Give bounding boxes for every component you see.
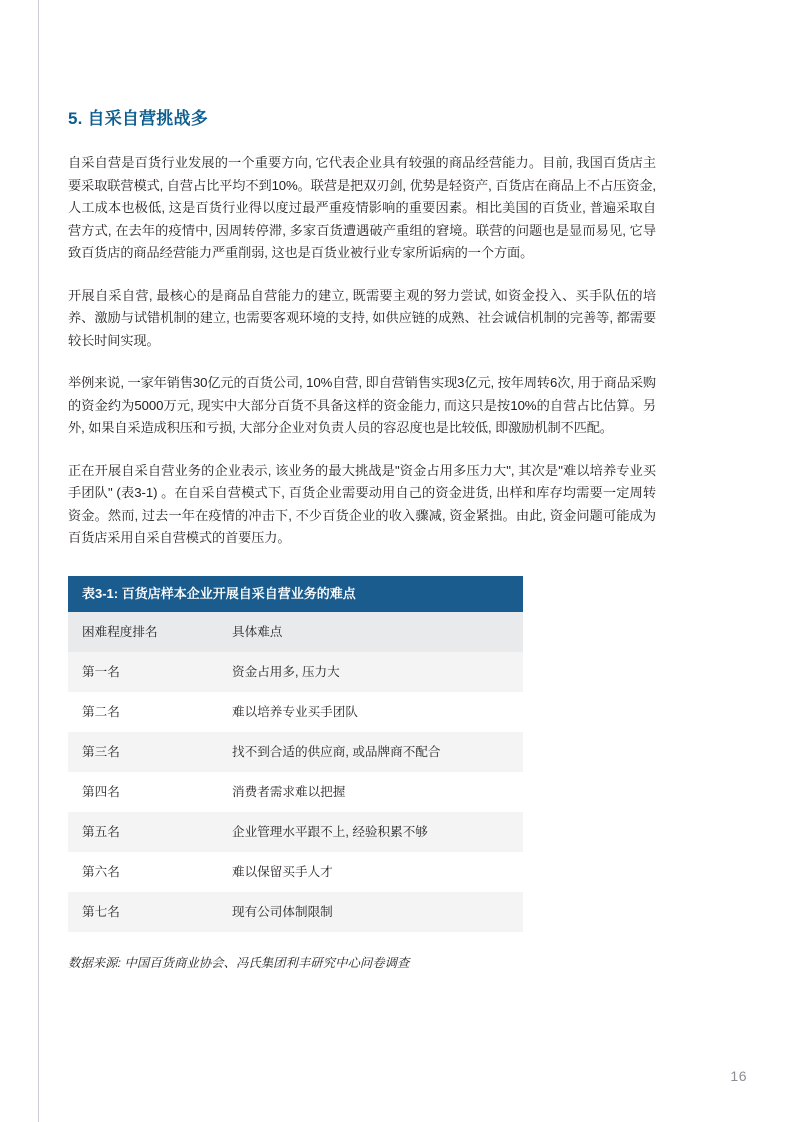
table-header-cell-detail: 具体难点 xyxy=(218,612,523,652)
table-caption: 表3-1: 百货店样本企业开展自采自营业务的难点 xyxy=(68,576,523,612)
body-paragraph-3: 举例来说, 一家年销售30亿元的百货公司, 10%自营, 即自营销售实现3亿元, 按年周转6次, 用于商品采购的资金约为5000万元, 现实中大部分百货不具备这样的资金能力, 而这只是按10%的自营占比估算。另外, 如果自采造成积压和亏损, 大部分企业对负责人员的容忍度也是比较低, 即激励机制不匹配。 xyxy=(68,375,656,435)
table-cell-rank: 第一名 xyxy=(68,652,218,692)
difficulties-table xyxy=(68,612,523,932)
table-row xyxy=(68,652,523,692)
table-row xyxy=(68,852,523,892)
table-cell-detail: 企业管理水平跟不上, 经验积累不够 xyxy=(218,812,523,852)
table-row xyxy=(68,812,523,852)
table-block xyxy=(68,576,523,972)
table-cell-rank: 第七名 xyxy=(68,892,218,932)
table-cell-rank: 第五名 xyxy=(68,812,218,852)
table-cell-rank: 第六名 xyxy=(68,852,218,892)
table-cell-rank: 第四名 xyxy=(68,772,218,812)
table-row xyxy=(68,732,523,772)
table-row xyxy=(68,772,523,812)
page-left-rule xyxy=(38,0,39,1122)
table-row xyxy=(68,692,523,732)
table-cell-detail: 消费者需求难以把握 xyxy=(218,772,523,812)
body-paragraph-2: 开展自采自营, 最核心的是商品自营能力的建立, 既需要主观的努力尝试, 如资金投入、买手队伍的培养、激励与试错机制的建立, 也需要客观环境的支持, 如供应链的成熟、社会诚信机制的完善等, 都需要较长时间实现。 xyxy=(68,287,656,348)
page-title: 5. 自采自营挑战多 xyxy=(68,109,208,128)
table-header-cell-rank: 困难程度排名 xyxy=(68,612,218,652)
table-cell-detail: 现有公司体制限制 xyxy=(218,892,523,932)
table-cell-rank: 第二名 xyxy=(68,692,218,732)
page-number: 16 xyxy=(730,1068,747,1084)
table-cell-rank: 第三名 xyxy=(68,732,218,772)
body-paragraph-4: 正在开展自采自营业务的企业表示, 该业务的最大挑战是"资金占用多压力大", 其次是"难以培养专业买手团队" (表3-1) 。在自采自营模式下, 百货企业需要动用自己的资金进货, 出样和库存均需要一定周转资金。然而, 过去一年在疫情的冲击下, 不少百货企业的收入骤减, 资金紧拙。由此, 资金问题可能成为百货店采用自采自营模式的首要压力。 xyxy=(68,462,656,545)
body-paragraph-1: 自采自营是百货行业发展的一个重要方向, 它代表企业具有较强的商品经营能力。目前, 我国百货店主要采取联营模式, 自营占比平均不到10%。联营是把双刃剑, 优势是轻资产, 百货店在商品上不占压资金, 人工成本也极低, 这是百货行业得以度过最严重疫情影响的重要因素。相比美国的百货业, 普遍采取自营方式, 在去年的疫情中, 因周转停滞, 多家百货遭遇破产重组的窘境。联营的问题也是显而易见, 它导致百货店的商品经营能力严重削弱, 这也是百货业被行业专家所诟病的一个方面。 xyxy=(68,155,656,260)
table-header-row xyxy=(68,612,523,652)
table-row xyxy=(68,892,523,932)
table-cell-detail: 资金占用多, 压力大 xyxy=(218,652,523,692)
page-content xyxy=(68,108,656,972)
table-cell-detail: 难以保留买手人才 xyxy=(218,852,523,892)
table-cell-detail: 难以培养专业买手团队 xyxy=(218,692,523,732)
table-source-note: 数据来源: 中国百货商业协会、冯氏集团利丰研究中心问卷调查 xyxy=(68,955,410,970)
table-cell-detail: 找不到合适的供应商, 或品牌商不配合 xyxy=(218,732,523,772)
